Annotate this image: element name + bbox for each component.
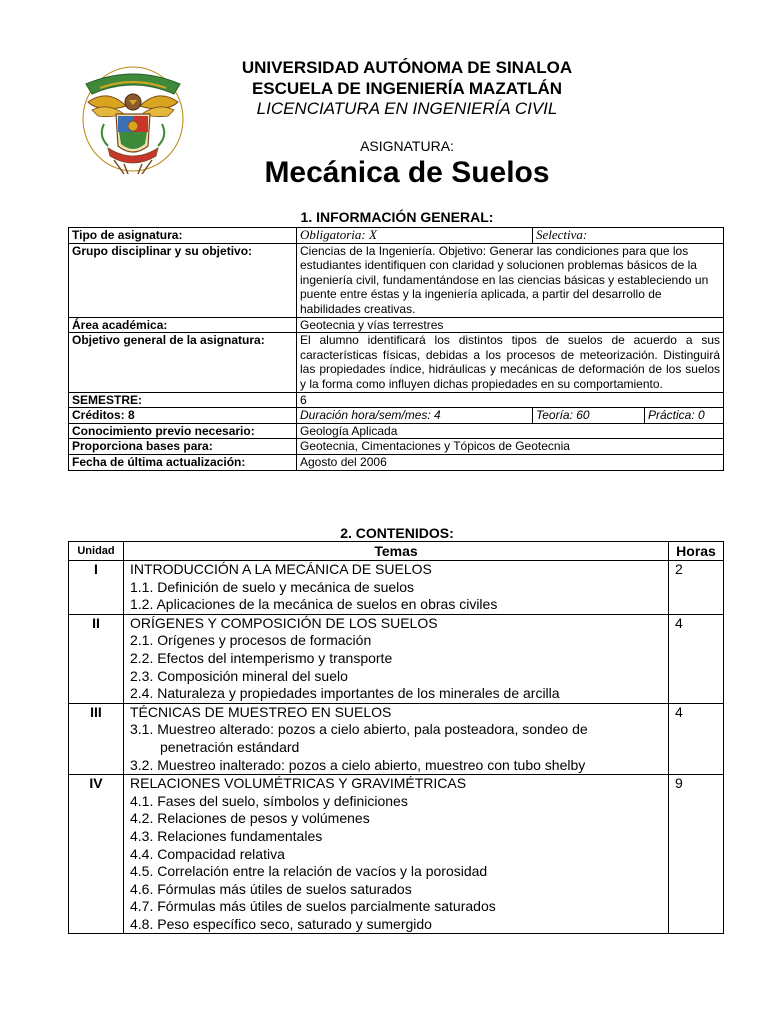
practica-value: Práctica: 0 [645, 408, 724, 424]
university-name: UNIVERSIDAD AUTÓNOMA DE SINALOA [241, 58, 573, 77]
unit-number: I [69, 561, 124, 615]
duracion-value: Duración hora/sem/mes: 4 [297, 408, 533, 424]
info-row-fecha [69, 454, 724, 470]
topic-item: 4.3. Relaciones fundamentales [130, 827, 323, 844]
topic-item: 1.2. Aplicaciones de la mecánica de suelos en obras civiles [130, 596, 498, 613]
unit-topics [124, 703, 669, 774]
unit-row [69, 775, 724, 934]
topic-item: 4.2. Relaciones de pesos y volúmenes [130, 810, 370, 827]
topic-item: 4.8. Peso específico seco, saturado y sumergido [130, 915, 432, 932]
unit-number: III [69, 703, 124, 774]
topic-item: 2.4. Naturaleza y propiedades importantes de los minerales de arcilla [130, 685, 560, 702]
info-row-area [69, 317, 724, 333]
bases-label: Proporciona bases para: [69, 439, 297, 455]
unit-hours: 2 [669, 561, 724, 615]
info-row-semestre [69, 392, 724, 408]
unit-title: RELACIONES VOLUMÉTRICAS Y GRAVIMÉTRICAS [130, 775, 467, 792]
unit-title: ORÍGENES Y COMPOSICIÓN DE LOS SUELOS [130, 614, 438, 631]
topic-item: 4.7. Fórmulas más útiles de suelos parcialmente saturados [130, 898, 496, 915]
unit-hours: 9 [669, 775, 724, 934]
semestre-label: SEMESTRE: [69, 392, 297, 408]
section-general-info-title: 1. INFORMACIÓN GENERAL: [300, 209, 494, 225]
objetivo-value: El alumno identificará los distintos tipos de suelos de acuerdo a sus características físicas, debidas a los procesos de meteorización. Distinguirá las propiedades índice, hidráulicas y mecánicas de deformación de los suelos y la forma como influyen dichas propiedades en su comportamiento. [297, 333, 724, 392]
unit-title: TÉCNICAS DE MUESTREO EN SUELOS [130, 703, 392, 720]
conocimiento-value: Geología Aplicada [297, 423, 724, 439]
bases-value: Geotecnia, Cimentaciones y Tópicos de Geotecnia [297, 439, 724, 455]
topic-item: 2.2. Efectos del intemperismo y transporte [130, 649, 393, 666]
contents-header-row [69, 542, 724, 561]
unit-topics [124, 614, 669, 703]
unit-row [69, 561, 724, 615]
unit-hours: 4 [669, 614, 724, 703]
subject-label: ASIGNATURA: [360, 138, 454, 154]
school-name: ESCUELA DE INGENIERÍA MAZATLÁN [251, 79, 563, 98]
topic-item: penetración estándard [160, 738, 300, 755]
area-label: Área académica: [69, 317, 297, 333]
area-value: Geotecnia y vías terrestres [297, 317, 724, 333]
info-row-tipo [69, 228, 724, 244]
degree-name: LICENCIATURA EN INGENIERÍA CIVIL [256, 99, 558, 118]
topic-item: 1.1. Definición de suelo y mecánica de suelos [130, 578, 415, 595]
unit-row [69, 703, 724, 774]
unit-hours: 4 [669, 703, 724, 774]
creditos-label: Créditos: 8 [69, 408, 297, 424]
col-temas-header: Temas [124, 542, 669, 561]
unit-topics [124, 775, 669, 934]
teoria-value: Teoría: 60 [533, 408, 645, 424]
topic-item: 4.1. Fases del suelo, símbolos y definiciones [130, 792, 408, 809]
topic-item: 3.1. Muestreo alterado: pozos a cielo abierto, pala posteadora, sondeo de [130, 721, 588, 738]
section-contents-title: 2. CONTENIDOS: [340, 525, 454, 541]
tipo-label: Tipo de asignatura: [69, 228, 297, 244]
tipo-selectiva: Selectiva: [533, 228, 724, 244]
subject-title: Mecánica de Suelos [264, 156, 550, 189]
unit-row [69, 614, 724, 703]
info-row-objetivo [69, 333, 724, 392]
unit-number: IV [69, 775, 124, 934]
info-row-conocimiento [69, 423, 724, 439]
unit-number: II [69, 614, 124, 703]
topic-item: 2.3. Composición mineral del suelo [130, 667, 348, 684]
unit-title: INTRODUCCIÓN A LA MECÁNICA DE SUELOS [130, 561, 432, 577]
fecha-value: Agosto del 2006 [297, 454, 724, 470]
conocimiento-label: Conocimiento previo necesario: [69, 423, 297, 439]
topic-item: 4.4. Compacidad relativa [130, 845, 285, 862]
general-info-table [68, 227, 724, 471]
col-horas-header: Horas [669, 542, 724, 561]
grupo-value: Ciencias de la Ingeniería. Objetivo: Generar las condiciones para que los estudiantes identifiquen con claridad y solucionen problemas básicos de la ingeniería civil, fundamentándose en las ciencias básicas y estableciendo un puente entre éstas y la ingeniería aplicada, a partir del desarrollo de habilidades creativas. [297, 243, 724, 317]
semestre-value: 6 [297, 392, 724, 408]
info-row-bases [69, 439, 724, 455]
contents-table [68, 541, 724, 934]
tipo-obligatoria: Obligatoria: X [297, 228, 533, 244]
topic-item: 4.5. Correlación entre la relación de vacíos y la porosidad [130, 863, 488, 880]
topic-item: 4.6. Fórmulas más útiles de suelos saturados [130, 880, 412, 897]
info-row-grupo [69, 243, 724, 317]
grupo-label: Grupo disciplinar y su objetivo: [69, 243, 297, 317]
objetivo-label: Objetivo general de la asignatura: [69, 333, 297, 392]
unit-topics [124, 561, 669, 615]
topic-item: 2.1. Orígenes y procesos de formación [130, 632, 372, 649]
topic-item: 3.2. Muestreo inalterado: pozos a cielo abierto, muestreo con tubo shelby [130, 756, 586, 773]
info-row-creditos [69, 408, 724, 424]
fecha-label: Fecha de última actualización: [69, 454, 297, 470]
col-unidad-header: Unidad [69, 542, 124, 561]
